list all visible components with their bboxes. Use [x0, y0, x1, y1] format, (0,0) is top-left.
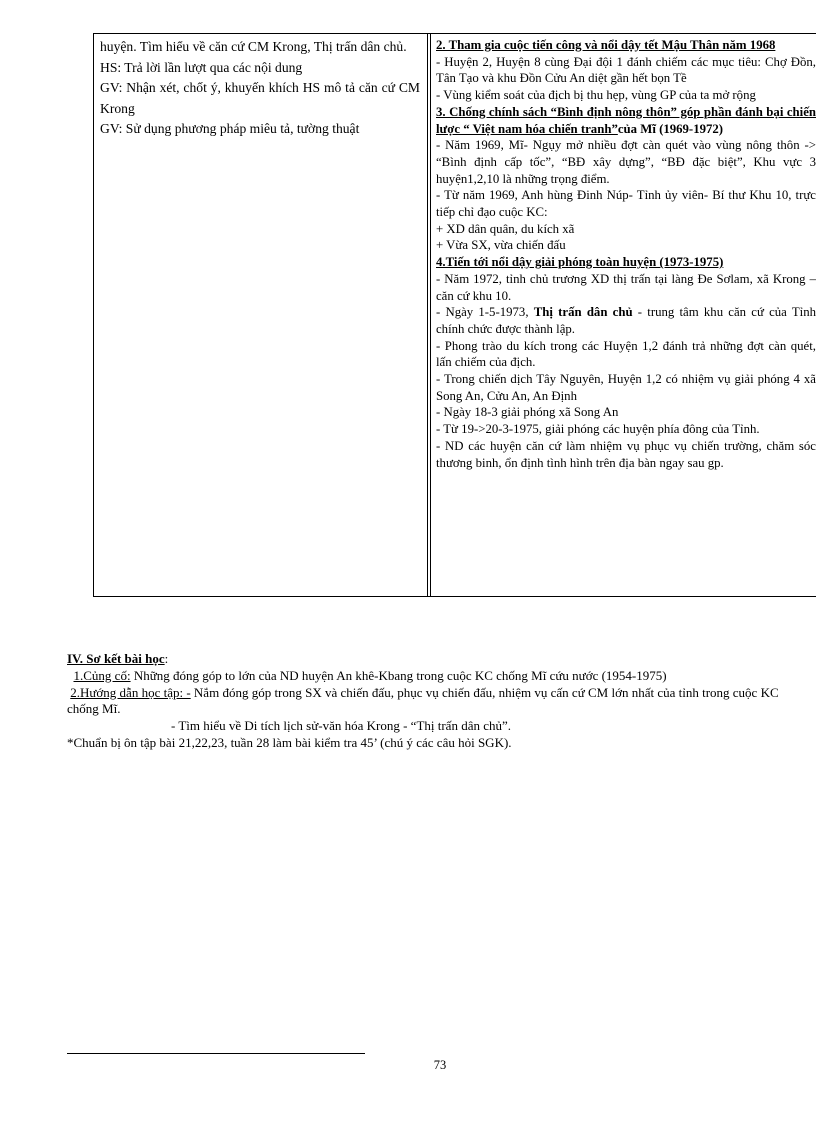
- consolidate-line: 1.Củng cố: Những đóng góp to lớn của ND huyện An khê-Kbang trong cuộc KC chống Mĩ cứu nước (1954-1975): [73, 667, 667, 683]
- content-line: - Trong chiến dịch Tây Nguyên, Huyện 1,2 có nhiệm vụ giải phóng 4 xã Song An, Cửu An, An Định: [436, 372, 816, 403]
- content-line: + Vừa SX, vừa chiến đấu: [436, 238, 566, 253]
- content-line: - Ngày 1-5-1973, Thị trấn dân chủ - trung tâm khu căn cứ của Tỉnh chính chức được thành lập.: [436, 305, 816, 336]
- content-line: - Phong trào du kích trong các Huyện 1,2 đánh trả những đợt càn quét, lấn chiếm của địch.: [436, 338, 816, 370]
- lesson-table: [93, 33, 816, 597]
- page-number: 73: [433, 1058, 447, 1072]
- content-line: - Vùng kiểm soát của địch bị thu hẹp, vùng GP của ta mở rộng: [436, 88, 756, 103]
- activity-line: GV: Nhận xét, chốt ý, khuyến khích HS mô tả căn cứ CM Krong: [100, 80, 420, 116]
- activity-line: huyện. Tìm hiểu về căn cứ CM Krong, Thị trấn dân chủ.: [100, 39, 407, 54]
- content-line: - ND các huyện căn cứ làm nhiệm vụ phục vụ chiến trường, chăm sóc thương binh, ổn định tình hình trên địa bàn ngay sau gp.: [436, 438, 816, 470]
- activity-line: GV: Sử dụng phương pháp miêu tả, tường thuật: [100, 121, 360, 136]
- content-line: + XD dân quân, du kích xã: [436, 221, 575, 236]
- guide-line-2: - Tìm hiểu về Di tích lịch sử-văn hóa Krong - “Thị trấn dân chủ”.: [171, 718, 512, 734]
- prepare-line: *Chuẩn bị ôn tập bài 21,22,23, tuần 28 làm bài kiểm tra 45’ (chú ý các câu hỏi SGK).: [67, 734, 512, 750]
- town-name: Thị trấn dân chủ: [533, 305, 633, 320]
- guide-line: 2.Hướng dẫn học tập: - Nắm đóng góp trong SX và chiến đấu, phục vụ chiến đấu, nhiệm vụ cấn cứ CM lớn nhất của tỉnh trong cuộc KC chống Mĩ.: [67, 684, 779, 717]
- teacher-student-activity-column: [94, 34, 428, 596]
- summary-heading: IV. Sơ kết bài học:: [67, 651, 169, 666]
- section-3-heading: 3. Chống chính sách “Bình định nông thôn” góp phần đánh bại chiến lược “ Việt nam hóa chiến tranh”của Mĩ (1969-1972): [436, 104, 816, 136]
- footnote-separator: [67, 1053, 365, 1054]
- section-4-heading: 4.Tiến tới nổi dậy giải phóng toàn huyện (1973-1975): [436, 255, 724, 270]
- content-line: - Năm 1969, Mĩ- Ngụy mở nhiều đợt càn quét vào vùng nông thôn -> “Bình định cấp tốc”, “BĐ xây dựng”, “BĐ đặc biệt”, Khu vực 3 huyện1,2,10 là những trọng điểm.: [436, 138, 816, 186]
- content-line: - Năm 1972, tỉnh chủ trương XD thị trấn tại làng Đe Sơlam, xã Krong – căn cứ khu 10.: [436, 271, 816, 303]
- lesson-summary: [67, 651, 807, 752]
- section-2-heading: 2. Tham gia cuộc tiến công và nổi dậy tết Mậu Thân năm 1968: [436, 38, 776, 52]
- content-column: [431, 34, 816, 596]
- content-line: - Từ năm 1969, Anh hùng Đinh Núp- Tỉnh ủy viên- Bí thư Khu 10, trực tiếp chỉ đạo cuộc KC:: [436, 188, 816, 220]
- content-line: - Ngày 18-3 giải phóng xã Song An: [436, 405, 619, 420]
- activity-line: HS: Trả lời lần lượt qua các nội dung: [100, 59, 303, 75]
- content-line: - Từ 19->20-3-1975, giải phóng các huyện phía đông của Tỉnh.: [436, 422, 760, 437]
- content-line: - Huyện 2, Huyện 8 cùng Đại đội 1 đánh chiếm các mục tiêu: Chợ Đồn, Tân Tạo và khu Đồn Cửu An diệt gần hết bọn Tề: [436, 54, 816, 86]
